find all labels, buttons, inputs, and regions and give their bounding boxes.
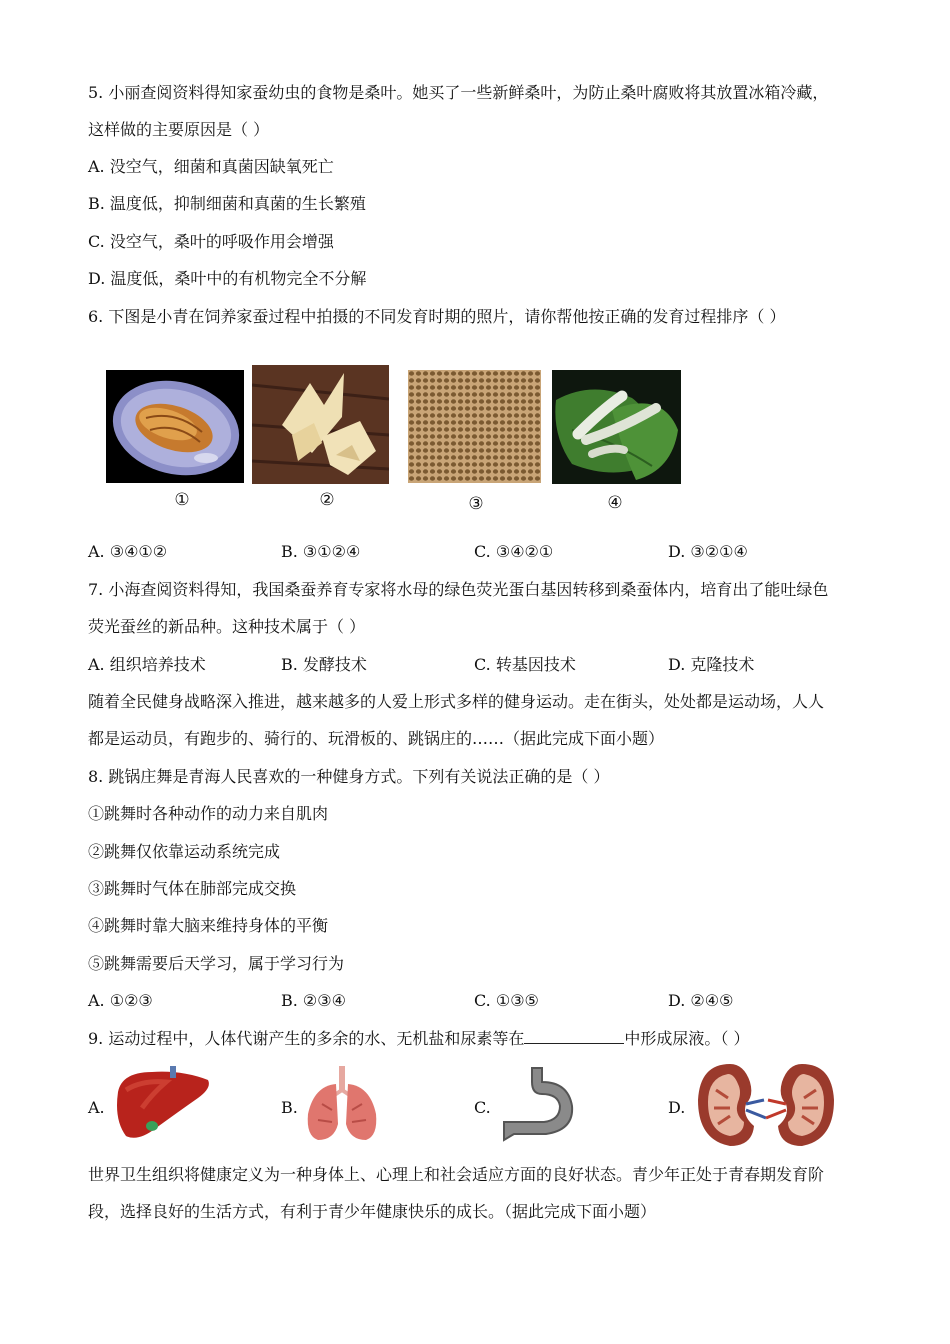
q7-stem-line1: 7. 小海查阅资料得知，我国桑蚕养育专家将水母的绿色荧光蛋白基因转移到桑蚕体内，培育出了能吐绿色	[88, 580, 829, 599]
q9-option-b-label: B.	[281, 1098, 298, 1117]
liver-icon	[112, 1064, 212, 1146]
stomach-icon	[498, 1064, 580, 1142]
q8-option-c: C. ①③⑤	[474, 991, 539, 1010]
q8-statement-5: ⑤跳舞需要后天学习，属于学习行为	[88, 954, 345, 973]
q5-option-b: B. 温度低，抑制细菌和真菌的生长繁殖	[88, 194, 366, 213]
q7-option-c: C. 转基因技术	[474, 655, 576, 674]
q8-statement-4: ④跳舞时靠大脑来维持身体的平衡	[88, 916, 329, 935]
answer-blank	[524, 1028, 624, 1044]
q6-option-b: B. ③①②④	[281, 542, 361, 561]
q5-stem-line1: 5. 小丽查阅资料得知家蚕幼虫的食物是桑叶。她买了一些新鲜桑叶，为防止桑叶腐败将其放置冰箱冷藏，	[88, 83, 829, 102]
q9-option-c-label: C.	[474, 1098, 491, 1117]
q5-option-c: C. 没空气，桑叶的呼吸作用会增强	[88, 232, 334, 251]
q8-option-b: B. ②③④	[281, 991, 346, 1010]
q6-stem: 6. 下图是小青在饲养家蚕过程中拍摄的不同发育时期的照片，请你帮他按正确的发育过程排序（ ）	[88, 307, 786, 326]
larva-photo	[552, 370, 681, 484]
q8-statement-2: ②跳舞仅依靠运动系统完成	[88, 842, 281, 861]
moth-photo	[252, 365, 389, 484]
q8-statement-3: ③跳舞时气体在肺部完成交换	[88, 879, 297, 898]
q8-option-d: D. ②④⑤	[668, 991, 734, 1010]
q6-option-c: C. ③④②①	[474, 542, 554, 561]
q9-option-a-label: A.	[88, 1098, 105, 1117]
passage2-line2: 段，选择良好的生活方式，有利于青少年健康快乐的成长。（据此完成下面小题）	[88, 1202, 657, 1221]
q9-stem-before: 9. 运动过程中，人体代谢产生的多余的水、无机盐和尿素等在	[88, 1029, 525, 1048]
q7-option-a: A. 组织培养技术	[88, 655, 206, 674]
lungs-icon	[304, 1064, 380, 1142]
q9-option-d-label: D.	[668, 1098, 686, 1117]
photo-caption-1: ①	[174, 490, 190, 510]
q8-statement-1: ①跳舞时各种动作的动力来自肌肉	[88, 804, 329, 823]
kidneys-icon	[694, 1060, 838, 1150]
pupa-photo	[106, 370, 244, 483]
q9-stem-after: 中形成尿液。（ ）	[624, 1029, 750, 1048]
q7-option-d: D. 克隆技术	[668, 655, 755, 674]
passage2-line1: 世界卫生组织将健康定义为一种身体上、心理上和社会适应方面的良好状态。青少年正处于青春期发育阶	[88, 1165, 825, 1184]
q6-option-d: D. ③②①④	[668, 542, 748, 561]
q7-stem-line2: 荧光蚕丝的新品种。这种技术属于（ ）	[88, 617, 366, 636]
q5-stem-line2: 这样做的主要原因是（ ）	[88, 120, 270, 139]
passage1-line2: 都是运动员，有跑步的、骑行的、玩滑板的、跳锅庄的……（据此完成下面小题）	[88, 729, 665, 748]
eggs-photo	[408, 370, 541, 483]
q7-option-b: B. 发酵技术	[281, 655, 367, 674]
photo-caption-3: ③	[468, 494, 484, 514]
q8-stem: 8. 跳锅庄舞是青海人民喜欢的一种健身方式。下列有关说法正确的是（ ）	[88, 767, 610, 786]
passage1-line1: 随着全民健身战略深入推进，越来越多的人爱上形式多样的健身运动。走在街头，处处都是运动场，人人	[88, 692, 825, 711]
photo-caption-2: ②	[319, 490, 335, 510]
q6-option-a: A. ③④①②	[88, 542, 168, 561]
q5-option-a: A. 没空气，细菌和真菌因缺氧死亡	[88, 157, 334, 176]
photo-caption-4: ④	[607, 493, 623, 513]
q5-option-d: D. 温度低，桑叶中的有机物完全不分解	[88, 269, 367, 288]
q9-stem	[88, 1028, 749, 1050]
q8-option-a: A. ①②③	[88, 991, 153, 1010]
